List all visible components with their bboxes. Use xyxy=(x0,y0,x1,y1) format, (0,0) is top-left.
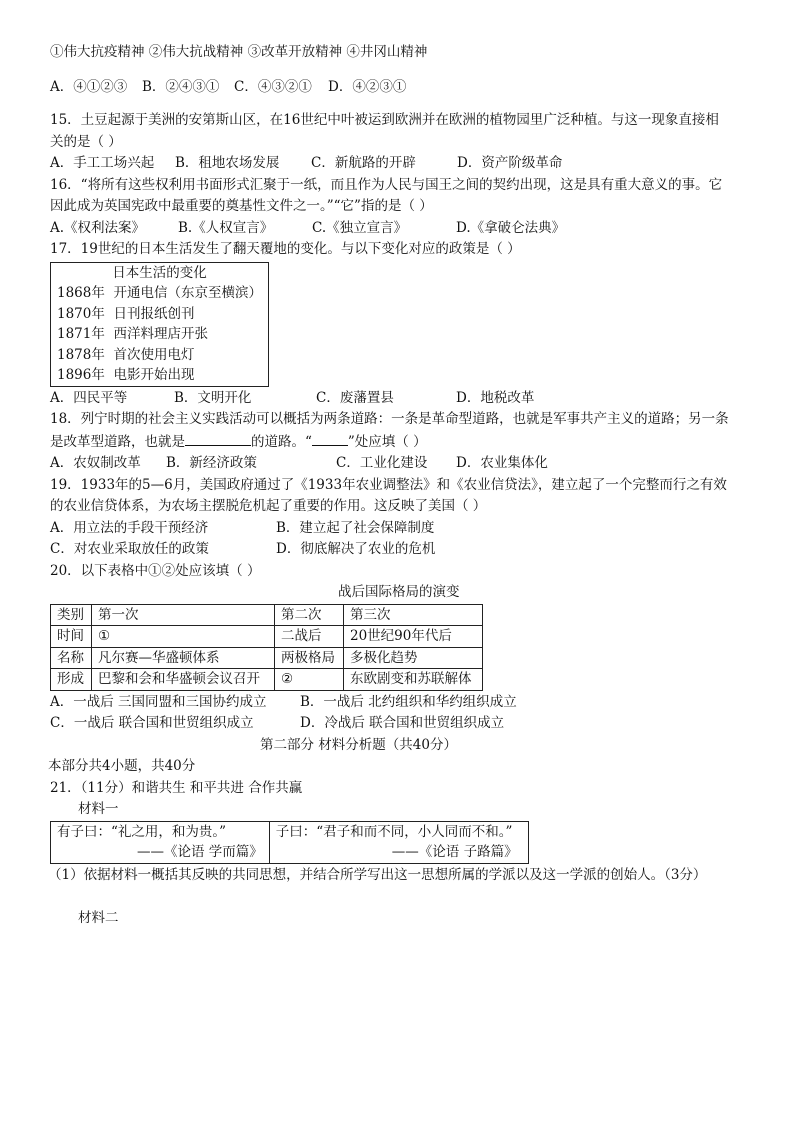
q19-options-row2 xyxy=(50,539,762,561)
fill-blank[interactable] xyxy=(312,431,348,446)
table-row: 1896年 电影开始出现 xyxy=(57,367,195,383)
q20-table-title: 战后国际格局的演变 xyxy=(338,584,460,600)
q14-option-c[interactable]: C．④③②① xyxy=(234,78,312,95)
q18-option-c[interactable]: C．工业化建设 xyxy=(336,455,428,471)
quote-xue-er: 有子曰：“礼之用，和为贵。” ——《论语 学而篇》 xyxy=(51,821,270,863)
q17-option-c[interactable]: C．废藩置县 xyxy=(316,389,394,406)
table-row: 类别 第一次 第二次 第三次 xyxy=(51,604,483,626)
q15-stem-line2: 关的是（ ） xyxy=(50,133,122,150)
table-row: 1878年 首次使用电灯 xyxy=(57,346,195,363)
q15-option-d[interactable]: D．资产阶级革命 xyxy=(457,155,563,171)
q18-option-d[interactable]: D．农业集体化 xyxy=(456,455,548,471)
q15-stem-line1: 15．土豆起源于美洲的安第斯山区，在16世纪中叶被运到欧洲并在欧洲的植物园里广泛种植。与这一现象直接相 xyxy=(50,112,719,128)
q19-option-a[interactable]: A．用立法的手段干预经济 xyxy=(50,519,209,536)
q19-option-b[interactable]: B．建立起了社会保障制度 xyxy=(276,519,435,536)
q16-options xyxy=(50,218,762,240)
q19-option-d[interactable]: D．彻底解决了农业的危机 xyxy=(276,541,436,557)
q20-options-row1 xyxy=(50,692,762,714)
world-order-table xyxy=(50,604,483,691)
q16-option-d[interactable]: D.《拿破仑法典》 xyxy=(456,219,566,236)
material2-label: 材料二 xyxy=(78,910,119,926)
q14-options xyxy=(50,77,762,99)
q20-option-b[interactable]: B．一战后 北约组织和华约组织成立 xyxy=(300,693,517,710)
q15-option-a[interactable]: A．手工工场兴起 xyxy=(50,155,155,171)
japan-table-title: 日本生活的变化 xyxy=(51,262,269,283)
q14-option-b[interactable]: B．②④③① xyxy=(142,78,220,95)
analects-quotes-table xyxy=(50,821,529,864)
table-row: 1871年 西洋料理店开张 xyxy=(57,326,208,342)
q21-subquestion-1: （1）依据材料一概括其反映的共同思想，并结合所学写出这一思想所属的学派以及这一学派的创始人。（3分） xyxy=(48,866,707,883)
q20-option-c[interactable]: C．一战后 联合国和世贸组织成立 xyxy=(50,715,254,731)
q18-options xyxy=(50,453,762,475)
q16-stem-line1: 16．“将所有这些权利用书面形式汇聚于一纸，而且作为人民与国王之间的契约出现，这是具有重大意义的事。它 xyxy=(50,176,723,193)
quote-zi-lu: 子曰：“君子和而不同，小人同而不和。” ——《论语 子路篇》 xyxy=(269,821,528,863)
q16-option-b[interactable]: B.《人权宣言》 xyxy=(178,219,274,236)
part2-intro: 本部分共4小题，共40分 xyxy=(48,758,196,774)
q18-stem-line1: 18．列宁时期的社会主义实践活动可以概括为两条道路：一条是革命型道路，也就是军事共产主义的道路；另一条 xyxy=(50,411,729,427)
q14-statements: ①伟大抗疫精神 ②伟大抗战精神 ③改革开放精神 ④井冈山精神 xyxy=(50,44,428,60)
q17-option-a[interactable]: A．四民平等 xyxy=(50,389,128,406)
q17-option-d[interactable]: D．地税改革 xyxy=(456,389,535,406)
q15-option-b[interactable]: B．租地农场发展 xyxy=(175,155,280,171)
q20-options-row2 xyxy=(50,713,762,735)
q16-option-c[interactable]: C.《独立宣言》 xyxy=(312,219,408,236)
q21-heading: 21．（11分）和谐共生 和平共进 合作共赢 xyxy=(50,779,303,796)
fill-blank[interactable] xyxy=(185,431,251,446)
q16-option-a[interactable]: A.《权利法案》 xyxy=(50,219,146,236)
q19-options-row1 xyxy=(50,518,762,540)
table-row: 名称 凡尔赛—华盛顿体系 两极格局 多极化趋势 xyxy=(51,647,483,669)
table-row: 形成 巴黎和会和华盛顿会议召开 ② 东欧剧变和苏联解体 xyxy=(51,669,483,691)
exam-page xyxy=(50,42,762,930)
q17-option-b[interactable]: B．文明开化 xyxy=(174,389,252,406)
table-row: 1868年 开通电信（东京至横滨） xyxy=(57,285,262,301)
table-row: 1870年 日刊报纸创刊 xyxy=(57,305,195,322)
q19-stem-line2: 的农业信贷体系，为农场主摆脱危机起了重要的作用。这反映了美国（ ） xyxy=(50,498,487,514)
q18-stem-line2: 是改革型道路，也就是 的道路。“ ”处应填（ ） xyxy=(50,431,762,454)
q15-options xyxy=(50,153,762,175)
japan-table-body xyxy=(51,283,269,386)
part2-title: 第二部分 材料分析题（共40分） xyxy=(260,736,457,753)
q15-option-c[interactable]: C．新航路的开辟 xyxy=(311,155,416,171)
q20-option-d[interactable]: D．冷战后 联合国和世贸组织成立 xyxy=(300,715,505,731)
q18-option-a[interactable]: A．农奴制改革 xyxy=(50,455,141,471)
q20-stem: 20．以下表格中①②处应该填（ ） xyxy=(50,562,261,579)
q16-stem-line2: 因此成为英国宪政中最重要的奠基性文件之一。”“它”指的是（ ） xyxy=(50,198,433,214)
q19-option-c[interactable]: C．对农业采取放任的政策 xyxy=(50,541,209,557)
q20-option-a[interactable]: A．一战后 三国同盟和三国协约成立 xyxy=(50,693,267,710)
q17-stem: 17．19世纪的日本生活发生了翻天覆地的变化。与以下变化对应的政策是（ ） xyxy=(50,241,521,257)
q14-option-d[interactable]: D．④②③① xyxy=(328,78,407,95)
q18-option-b[interactable]: B．新经济政策 xyxy=(166,455,257,471)
q19-stem-line1: 19．1933年的5—6月，美国政府通过了《1933年农业调整法》和《农业信贷法》，建立起了一个完整而行之有效 xyxy=(50,476,727,493)
q17-options xyxy=(50,388,762,410)
japan-life-changes-table xyxy=(50,262,269,387)
table-row: 时间 ① 二战后 20世纪90年代后 xyxy=(51,626,483,648)
material1-label: 材料一 xyxy=(78,801,119,817)
q14-option-a[interactable]: A．④①②③ xyxy=(50,78,128,95)
